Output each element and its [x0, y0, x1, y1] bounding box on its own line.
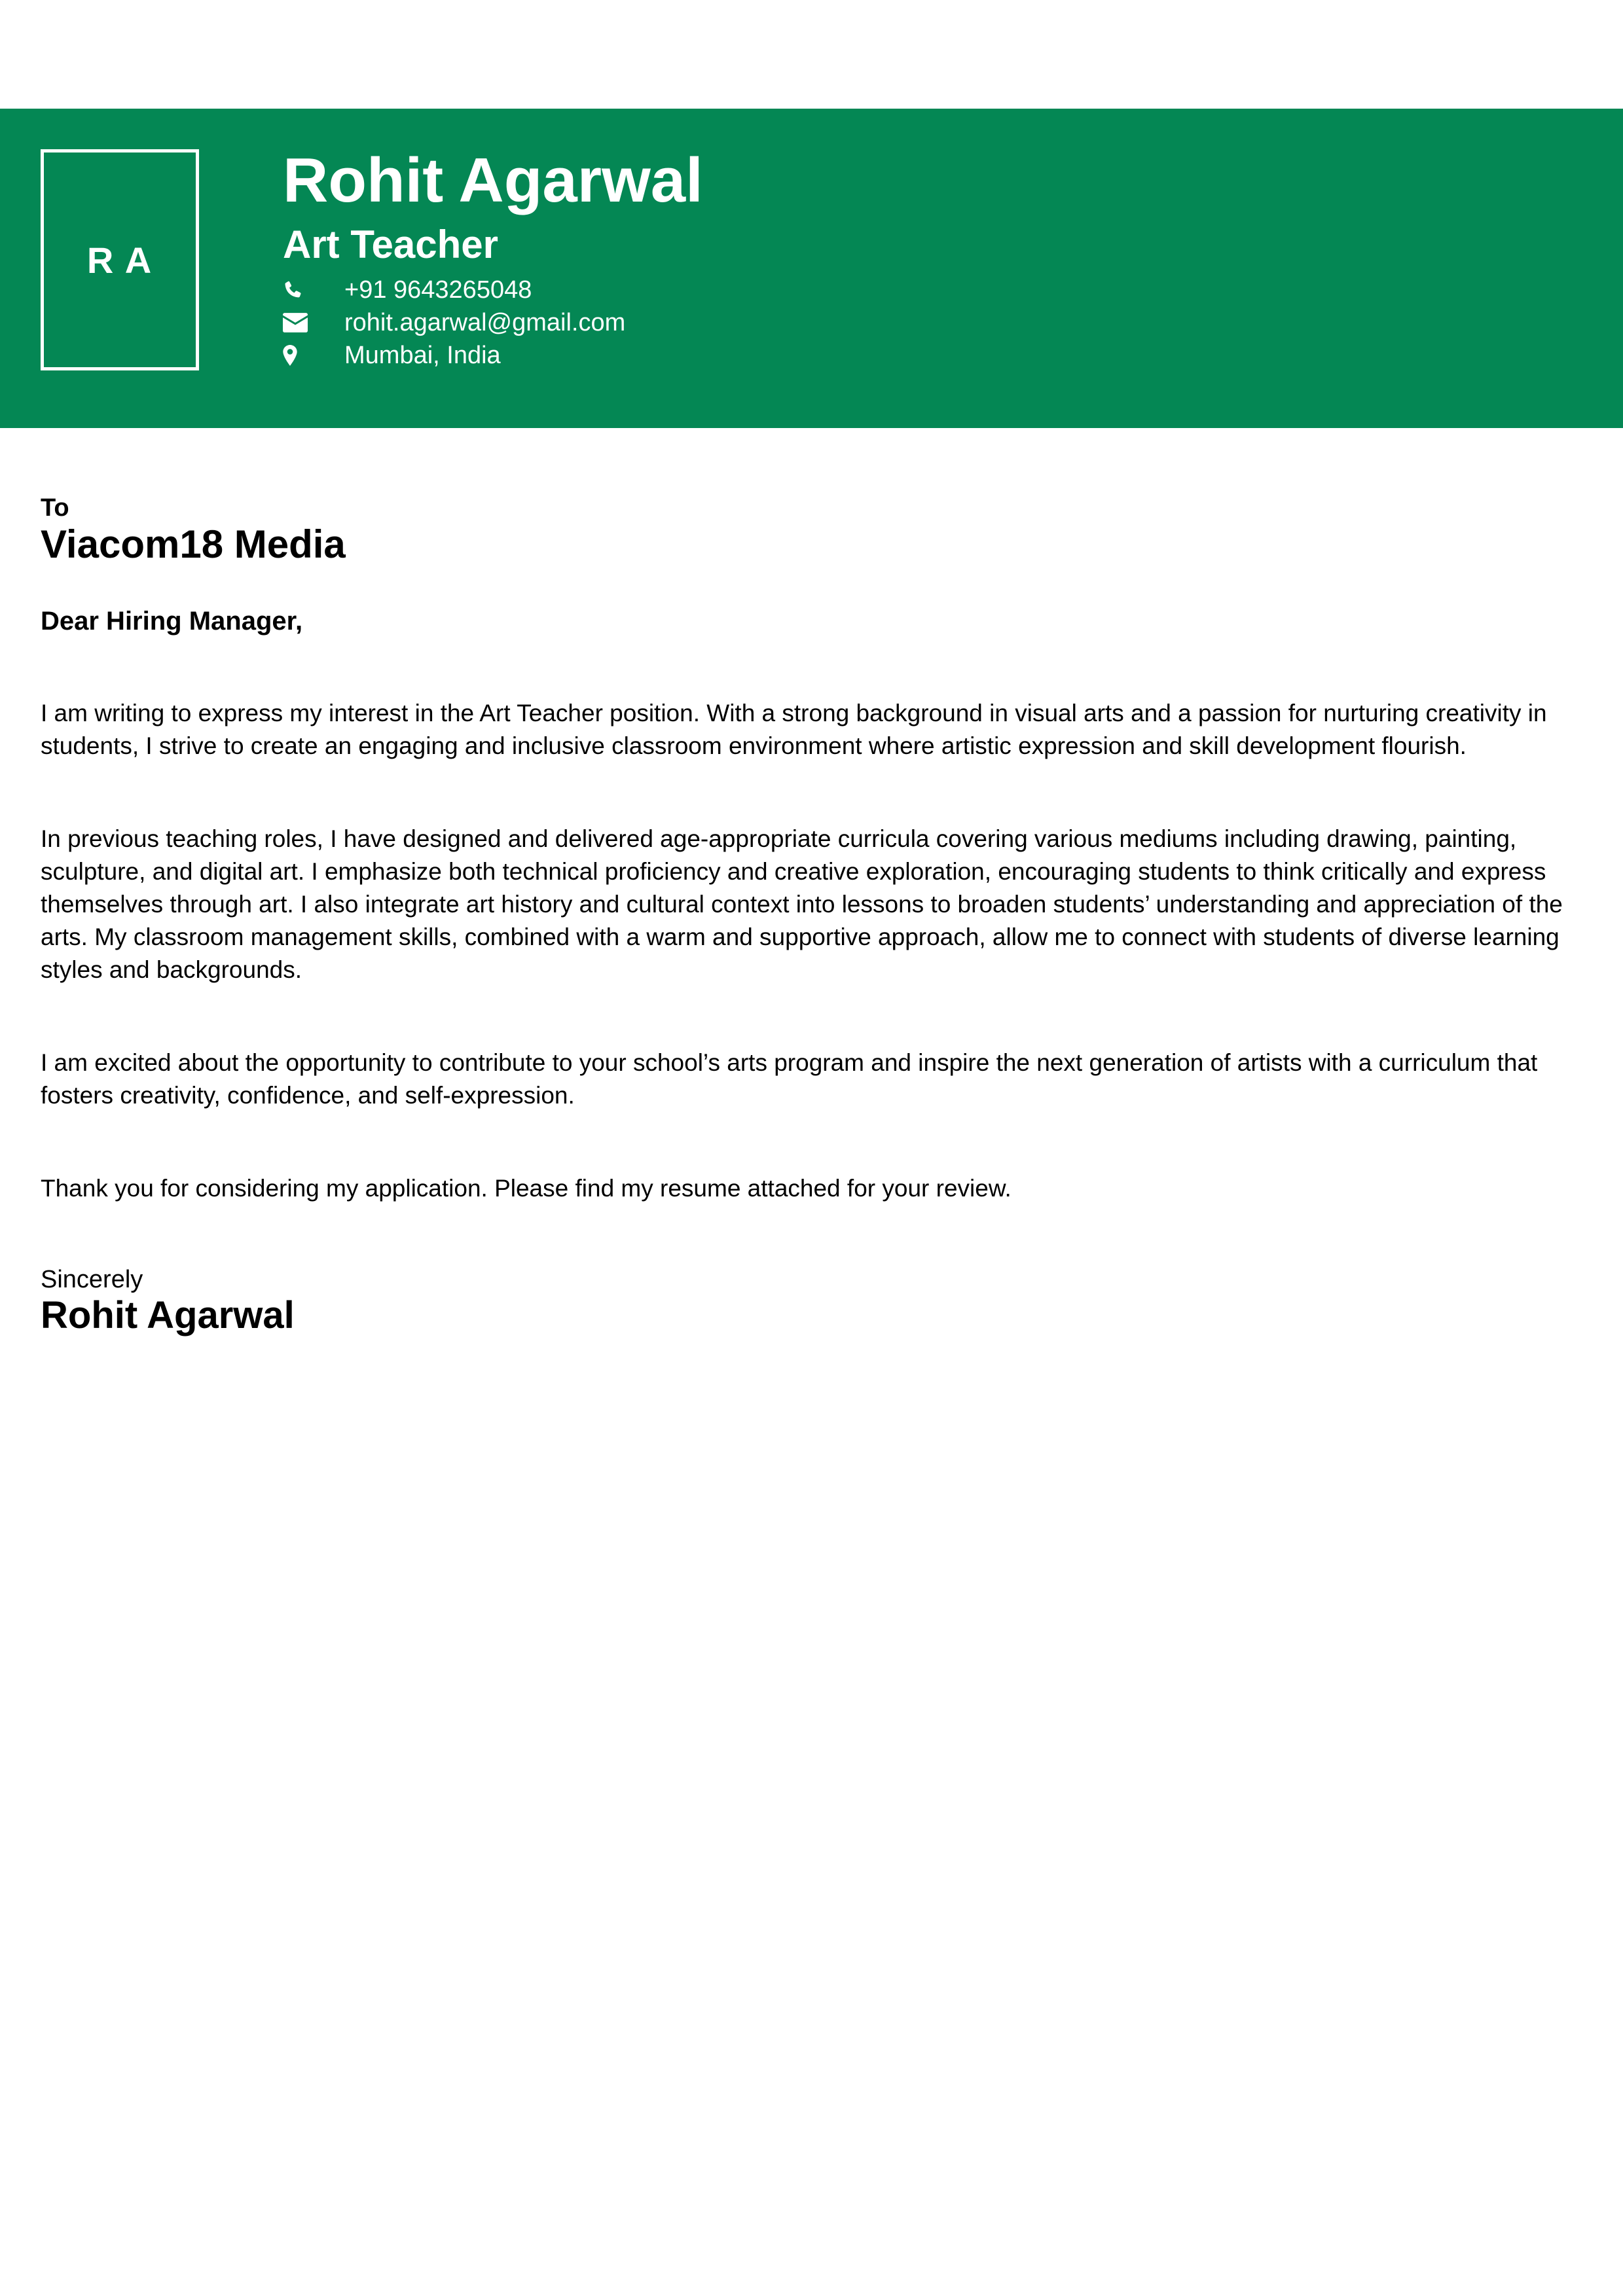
map-marker-icon	[283, 339, 344, 372]
header-banner	[0, 109, 1623, 428]
salutation: Dear Hiring Manager,	[41, 606, 303, 636]
phone-text[interactable]: +91 9643265048	[344, 276, 532, 304]
contact-email	[283, 306, 703, 339]
paragraph-thanks: Thank you for considering my application. Please find my resume attached for your review.	[41, 1174, 1012, 1202]
email-text[interactable]: rohit.agarwal@gmail.com	[344, 308, 626, 336]
applicant-name: Rohit Agarwal	[283, 145, 703, 215]
paragraph-experience: In previous teaching roles, I have designed and delivered age-appropriate curricula covering various mediums including drawing, painting, sculpture, and digital art. I emphasize both technical proficiency and creative exploration, encouraging students to think critically and express themselves through art. I also integrate art history and cultural context into lessons to broaden students’ understanding and appreciation of the arts. My classroom management skills, combined with a warm and supportive approach, allow me to connect with students of diverse learning styles and backgrounds.	[41, 825, 1563, 983]
identity-block	[283, 145, 703, 372]
initials: R A	[86, 239, 153, 281]
contact-phone	[283, 274, 703, 306]
location-text: Mumbai, India	[344, 341, 501, 369]
contact-location	[283, 339, 703, 372]
paragraph-intro: I am writing to express my interest in the Art Teacher position. With a strong background in visual arts and a passion for nurturing creativity in students, I strive to create an engaging and inclusive classroom environment where artistic expression and skill development flourish.	[41, 699, 1547, 759]
paragraph-motivation: I am excited about the opportunity to contribute to your school’s arts program and inspire the next generation of artists with a curriculum that fosters creativity, confidence, and self-expression.	[41, 1049, 1538, 1109]
monogram-box	[41, 149, 199, 370]
to-label: To	[41, 494, 69, 522]
letter-body	[41, 493, 1583, 1336]
signature-name: Rohit Agarwal	[41, 1294, 295, 1337]
closing: Sincerely	[41, 1265, 143, 1293]
job-title: Art Teacher	[283, 223, 499, 266]
phone-icon	[283, 274, 344, 306]
envelope-icon	[283, 306, 344, 339]
recipient-company: Viacom18 Media	[41, 522, 346, 566]
contact-list	[283, 274, 703, 372]
